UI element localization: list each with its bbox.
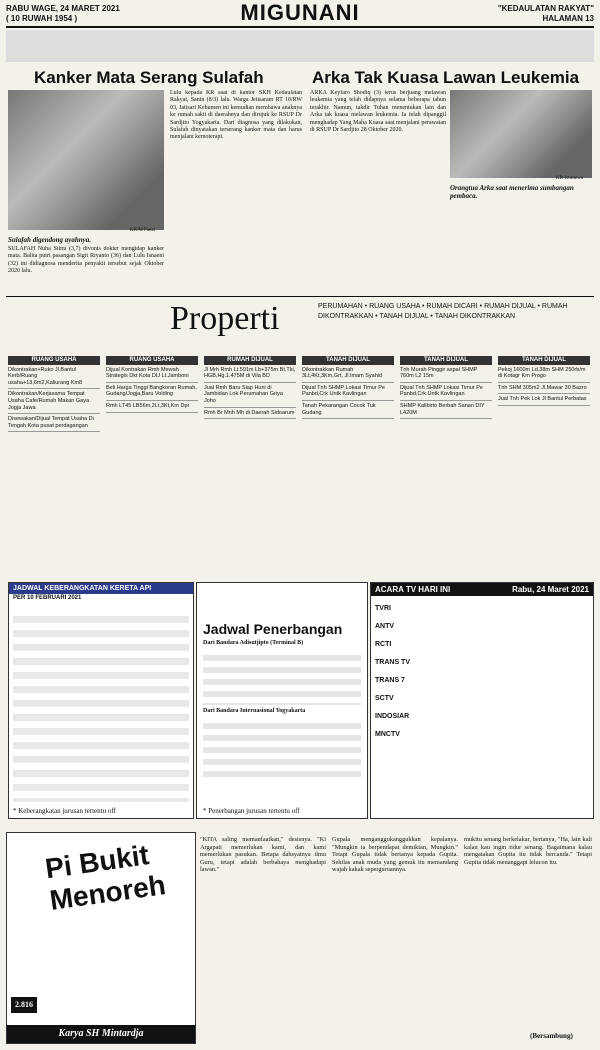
- train-table: [13, 609, 189, 802]
- column-head: RUMAH DIJUAL: [204, 356, 296, 365]
- category: TANAH DIJUAL: [379, 313, 429, 320]
- story1-headline: Kanker Mata Serang Sulafah: [34, 68, 264, 87]
- classified-ad: Dijual Tnh SHMP Lokasi Timur Pe Panbd,Crk Untk Kavlingan: [400, 385, 492, 401]
- story2-headline: Arka Tak Kuasa Lawan Leukemia: [312, 68, 580, 87]
- story1-body: Lulu kepada KR saat di kantor SKH Kedaulatan Rakyat, Sanin (8/3) lalu. Warga Jetisaram RT 10/RW 03, Jatisari Kebumen ini kemudian membawa anaknya ke rumah sakit di daerahnya dan dirujuk ke RSUP Dr Sardjito Yogyakarta. Dari diagnosa yang dilakukan, Sulafah dinyatakan terserang kanker mata dan harus menjalani kemoterapi.: [170, 90, 302, 141]
- flight-subtitle-1: Dari Bandara Adisutjipto (Terminal B): [203, 640, 304, 646]
- story2-photo: [450, 90, 592, 178]
- train-schedule: [8, 582, 194, 819]
- flight-schedule: [196, 582, 368, 819]
- classified-ad: Pekoj 1600m Ld.38m SHM 250rb/m di Kotagr Km Progo: [498, 367, 590, 383]
- tv-channel: TRANS TV: [375, 659, 410, 666]
- classified-ad: Dijual Tnh SHMP Lokasi Timur Pe Panbd,Crk Untk Kavlingan: [302, 385, 394, 401]
- category: RUMAH DIKONTRAKKAN: [318, 303, 568, 320]
- tv-channels: [371, 596, 593, 748]
- tv-date: Rabu, 24 Maret 2021: [512, 585, 589, 594]
- classified-ad: Dikontrakan+Ruko Jl.Bantul Kerb/Ruang usaha+13,6m2,Kaliurang Km8: [8, 367, 100, 390]
- classified-ad: Rmh Br Mnh Mh di Daerah Sidoarum: [204, 410, 296, 420]
- story2-photo-credit: KR-Istimewa: [556, 176, 583, 181]
- classified-ad: Jual Tnh Pek Lok Jl Bantul Perbatas: [498, 396, 590, 406]
- column-head: TANAH DIJUAL: [302, 356, 394, 365]
- story1-caption: Sulafah digendong ayahnya.: [8, 236, 92, 244]
- tv-channel: MNCTV: [375, 731, 400, 738]
- column-head: RUANG USAHA: [106, 356, 198, 365]
- category: RUMAH DIJUAL: [484, 303, 536, 310]
- story1-lead: SULAFAH Nuha Silmi (3,7) divonis dokter mengidap kanker mata. Balita putri pasangan Sigit Riyanto (36) dan Lulu Isnaeni (32) ini didiagnosa menderita penyakit tersebut sejak Oktober 2020 lalu.: [8, 246, 164, 275]
- tv-schedule: [370, 582, 594, 819]
- classified-ad: Beli Harga Tinggi Bangkoran Rumah, Gudang/Jogja,Baru Volding: [106, 385, 198, 401]
- classified-ad: Dijual Kontrakan Rmh Mewah Strategis Dkt Kota DIJ Lt.Jamboni: [106, 367, 198, 383]
- classified-column: [106, 356, 198, 415]
- classified-ad: Dikontrakkan Rumah 3Lt,4Kt,3Km,Grt, Jl.Imam Syahid: [302, 367, 394, 383]
- classified-ad: Disewakan/Dijual Tempat Usaha Di Tengah Kota pusat perdagangan: [8, 416, 100, 432]
- classified-column: [204, 356, 296, 421]
- classified-ad: Tnh SHM 305m2 Jl.Mawar 30 Bazro: [498, 385, 590, 395]
- comic-title: Pi Bukit Menoreh: [43, 839, 168, 916]
- flight-note: * Penerbangan jurusan tertentu off: [203, 807, 300, 815]
- flight-table-1: [203, 649, 361, 705]
- classified-column: [400, 356, 492, 421]
- comic-panel: [6, 832, 196, 1044]
- story1-photo-credit: KR/M Fauzi: [130, 228, 156, 233]
- comic-credit: Karya SH Mintardja: [7, 1025, 195, 1043]
- classified-ad: Dikontrakan/Kerjasama Tempat Usaha Cafe/Rumah Makan Gaya Jogja Jawa: [8, 391, 100, 414]
- category: PERUMAHAN: [318, 303, 363, 310]
- flight-title: Jadwal Penerbangan: [203, 621, 343, 637]
- classified-ad: Jl Mrh Rmh Lt.591m Lb+375m Bt.Tki, HGB,Hg.1.475M di Vila BD: [204, 367, 296, 383]
- serial-col-2: Gupala menganggukanggukkan kepalanya. "Mungkin ia berpendapat demikian, Mungkin." Tetapi Gupala tidak bertanya kepada Gupita. Sekilas anak muda yang gemuk itu memandang wajah kakak seperguruannya.: [332, 836, 458, 874]
- serial-col-1: "KITA saling memanfaatkan," desisnya. "Ki Argapati memerlukan kami, dan kami memerlukan pasukan. Betapa dahsyatnya ilmu Guru, tetapi adalah berbahaya menghadapi lawan.": [200, 836, 326, 874]
- category: RUMAH DICARI: [426, 303, 478, 310]
- classified-column: [302, 356, 394, 421]
- comic-number: 2.816: [11, 997, 37, 1013]
- story2-body: ARKA Keyfaro Shodiq (3) terus berjuang melawan leukemia yang telah didapnya selama beberapa tahun terakhir. Namun, takdir Tuhan menentukan lain dan Arka tak kuasa melawan leukemia. Ia telah dipanggil menghadap Yang Maha Kuasa saat menjalani perawatan di RSUP Dr Sardjito 28 Oktober 2020.: [310, 90, 446, 134]
- tv-channel: ANTV: [375, 623, 395, 630]
- properti-categories: PERUMAHAN • RUANG USAHA • RUMAH DICARI • RUMAH DIJUAL • RUMAH DIKONTRAKKAN • TANAH DIJUAL • TANAH DIKONTRAKKAN: [318, 303, 568, 320]
- masthead: MIGUNANI: [240, 0, 360, 25]
- train-subtitle: PER 10 FEBRUARI 2021: [13, 595, 82, 601]
- classified-column: [498, 356, 590, 408]
- serial-closing: (Bersambung): [530, 1032, 573, 1040]
- tv-channel: RCTI: [375, 641, 392, 648]
- classified-ad: SHMP Kalibirto Berbah Sanan DIY L420M: [400, 403, 492, 419]
- category: RUANG USAHA: [369, 303, 421, 310]
- story2-caption: Orangtua Arka saat menerima sumbangan pembaca.: [450, 184, 574, 200]
- header-rule: [6, 26, 594, 28]
- tv-channel: SCTV: [375, 695, 394, 702]
- classified-ad: Tnh Murah Pinggir aspal SHMP 760m L2 15m: [400, 367, 492, 383]
- classified-ad: Jual Rmh Baru Siap Huni di Jambidan Lok Perumahan Griya Joho: [204, 385, 296, 408]
- tv-header: [371, 583, 593, 596]
- issue-date: RABU WAGE, 24 MARET 2021 ( 10 RUWAH 1954 ): [6, 4, 120, 23]
- classified-column: [8, 356, 100, 434]
- banner-strip: [6, 30, 594, 62]
- tv-title: ACARA TV HARI INI: [375, 585, 451, 594]
- flight-subtitle-2: Dari Bandara Internasional Yogyakarta: [203, 708, 306, 714]
- properti-title: Properti: [170, 300, 280, 337]
- column-head: RUANG USAHA: [8, 356, 100, 365]
- tv-channel: TRANS 7: [375, 677, 405, 684]
- train-note: * Keberangkatan jurusan tertentu off: [13, 807, 116, 815]
- tv-channel: TVRI: [375, 605, 391, 612]
- story1-photo: [8, 90, 164, 230]
- page-info: "KEDAULATAN RAKYAT" HALAMAN 13: [497, 4, 594, 23]
- classified-ad: Rmh LT45 LB56m,2Lt,3Kt,Km Dpr: [106, 403, 198, 413]
- serial-col-3: mukitu senang berkelakar, bertanya, "Ha, lain kali kalau kau ingin tidur senang. Bagaimana kalau mengatakan Gupita itu tidak bercanda." Tetapi Gupita tidak menanggapi lelucon itu.: [464, 836, 592, 866]
- section-rule: [6, 296, 594, 297]
- column-head: TANAH DIJUAL: [498, 356, 590, 365]
- flight-table-2: [203, 717, 361, 777]
- train-title: JADWAL KEBERANGKATAN KERETA API: [9, 583, 193, 594]
- column-head: TANAH DIJUAL: [400, 356, 492, 365]
- category: TANAH DIKONTRAKKAN: [434, 313, 516, 320]
- classified-ad: Tanah Pekarangan Cocok Tuk Gudang: [302, 403, 394, 419]
- tv-channel: INDOSIAR: [375, 713, 410, 720]
